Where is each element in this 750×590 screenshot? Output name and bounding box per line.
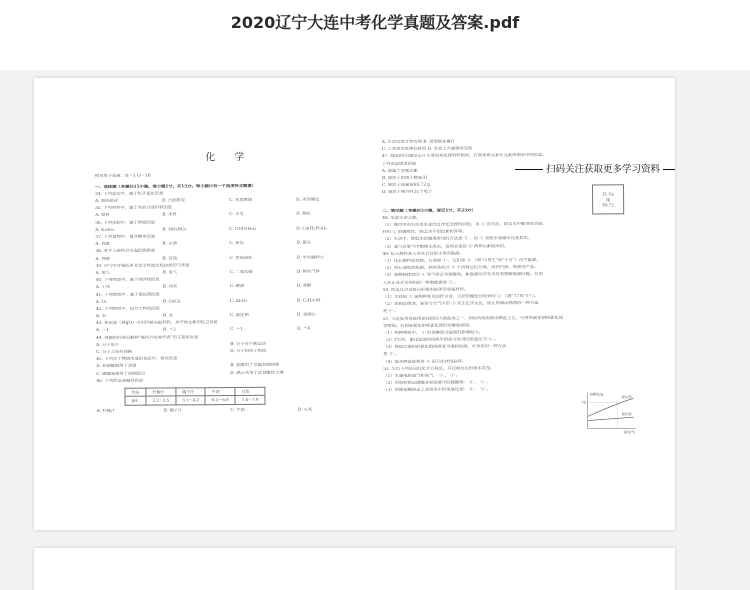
watermark-line-right (663, 169, 675, 170)
question-options (97, 407, 365, 416)
question-line: （4）海水晒盐是利用 ④ 的方法获得晶体。 (383, 358, 467, 365)
question-line: （2）铁制品锈蚀，是铁与空气中的 ③ 发生化学反应，防止铁制品锈蚀的一种方法 (382, 300, 539, 308)
graph-tick-70: 70 (581, 400, 586, 405)
option: C. 氯化钠 (229, 312, 249, 319)
option: D. 冰雪融化 (296, 197, 320, 203)
question-line: A. 生活垃圾分类处理 B. 禁放烟花爆竹 (381, 139, 455, 145)
element-number: 31 (602, 191, 608, 197)
option: B. 贫血 (162, 255, 177, 262)
table-cell: pH (125, 396, 146, 405)
question-line: 利用 ② 的吸附性，除去水中的色素和异味。 (382, 229, 467, 236)
option: C. 骨质疏松 (229, 255, 253, 261)
question-line: 51. 大连复州湾盐场是我国四大海盐场之一，利用传统的海水晒盐工艺，可得到氯化钠和氯化镁 (382, 315, 564, 322)
atomic-mass-note: 相对原子质量：H－1 O－16 (94, 173, 151, 179)
table-header-cell: 饮品 (125, 388, 146, 397)
question-stem: 46. 下列饮品显碱性的是 (96, 378, 144, 384)
option: A. 胆矾研碎 (95, 198, 119, 205)
option: A. 汞 (95, 313, 107, 320)
option: D. 稀有气体 (296, 269, 320, 275)
option: C. 木炭燃烧 (229, 197, 253, 204)
option: D. 分子由原子构成 (230, 348, 267, 355)
option: A. －1 (95, 328, 109, 334)
question-line: 50. 铁及其合金是目前使用最多的金属材料。 (382, 287, 469, 293)
element-symbol: Ga (608, 191, 615, 197)
question-stem: 38. 老年人缺钙会引起的疾病是 (95, 248, 156, 255)
option: B. 豆油 (162, 241, 177, 247)
watermark-line-left (515, 169, 543, 170)
option: D. C₂H₅OH (296, 298, 321, 304)
option: B. CaCl₂ (162, 299, 181, 305)
table-cell: 2.2～3.5 (146, 396, 176, 405)
table-header-cell: 豆浆 (235, 387, 265, 396)
option: D. 甲状腺肿大 (296, 254, 325, 261)
option: A. 干冰 (95, 285, 111, 291)
question-list (382, 138, 652, 395)
pdf-page-2 (34, 548, 675, 590)
table-cell: 6.3～6.6 (205, 396, 235, 405)
option: A. 佝偻 (95, 256, 110, 262)
option: B. ＋2 (162, 327, 176, 333)
option: C. 牛奶 (230, 407, 246, 413)
option: C. 羊毛 (229, 212, 244, 218)
pdf-page-1 (34, 78, 675, 530)
question-stem: 41. 下列物质中，属于氧化物的是 (95, 292, 160, 298)
question-stem: 44. 用微粒的观点解释"墙内开花墙外香"的主要原因是 (96, 334, 199, 341)
option: D. 馒头 (296, 240, 312, 246)
option: D. 豆浆 (297, 407, 313, 413)
option: B. 水 (162, 313, 174, 319)
solubility-curve-graph (579, 390, 639, 434)
watermark-text: 扫码关注获取更多学习资料 (546, 164, 661, 175)
element-name: 镓 (606, 196, 611, 202)
section-title: 一、选择题（本题共15小题，每小题1分，共15分。每小题只有一个选项符合题意） (94, 183, 257, 190)
option: C. 碘酒 (229, 284, 245, 290)
question-line: （1）城市中的生活用水是经过净化处理得到的，用 ① 的方法，除去水中难溶性杂质； (382, 221, 547, 229)
question-line: （3）煤燃烧排放的 ④ 等气体会导致酸雨，新能源的开发可有效缓解能源问题，目前 (382, 272, 543, 279)
option: D. 金刚石 (296, 312, 316, 318)
question-line: （2）将石油加热炼制，利用各成分 ③ 不同将它们分离，得到汽油、柴油等产品。 (382, 265, 539, 272)
option: B. 分子在不断运动 (230, 341, 267, 347)
option: D. 食醋 (296, 283, 312, 289)
question-line: 52. 写出下列反应的化学方程式，并注明反应的基本类型。 (383, 365, 495, 372)
right-column (381, 138, 652, 435)
left-column (95, 140, 365, 416)
element-mass: 69.72 (602, 202, 614, 208)
question-line: 下列说法错误的是 (381, 161, 417, 167)
option: D. ＋4 (296, 326, 311, 332)
option: A. 塑料 (95, 213, 110, 219)
option: C. 二氧化碳 (229, 269, 253, 275)
question-list (95, 190, 364, 386)
question-line: （1）两种物质中， ① 的溶解度受温度的影响较大。 (383, 330, 484, 336)
option: C. ＋1 (229, 327, 243, 333)
question-stem: 35. 下列材料中，属于有机合成材料的是 (95, 205, 173, 212)
question-stem: 39. 空气中含量较多且化学性质比较活泼的气体是 (95, 263, 190, 269)
document-header (0, 0, 750, 70)
option: A. 氧气 (95, 270, 111, 276)
option: B. 木材 (162, 212, 177, 218)
question-line: 49. 化石燃料是人类社会目前主要的能源。 (382, 251, 464, 257)
option: B. 氮气 (162, 270, 178, 276)
table-cell: 3.1～4.2 (176, 396, 206, 405)
question-line: 48. 水是生命之源。 (382, 215, 421, 221)
question-line: 是 ③ 。 (383, 352, 399, 358)
option: B. 河水 (162, 284, 178, 290)
question-line: （3）用稀盐酸除去工业废水中的氢氧化钠： ⑤ 、 ⑥ 。 (383, 387, 491, 394)
option: B. NH₄NO₃ (162, 227, 187, 233)
question-line: C. 工业废水处理后排放 D. 农业上大量施用农药 (381, 146, 473, 153)
question-stem: 45. 下列关于物质用途的说法中，错误的是 (96, 356, 178, 363)
question-line: B. 镓原子的质子数是31 (381, 175, 428, 181)
question-stem: 37. 下列食物中，富含糖类的是 (95, 234, 156, 240)
option: B. 盐酸用于金属表面除锈 (230, 363, 280, 369)
paper-subject: 化 学 (205, 151, 253, 164)
table-cell: 7.4～7.9 (235, 396, 265, 405)
option: A. 鸡蛋 (95, 242, 110, 248)
question-line: （1）水通电制氢气和氧气： ① 、 ② 。 (383, 373, 461, 379)
option: C. CO(NH₂)₂ (229, 226, 257, 232)
question-line: A. 镓属于金属元素 (381, 168, 418, 174)
question-line: （1）生铁和 ① 是两种常见的铁合金，生铁的硬度比纯铁的 ② （填"大"或"小"）。 (382, 293, 539, 300)
question-stem: 36. 下列化肥中，属于钾肥的是 (95, 220, 156, 226)
question-stem: 40. 下列物质中，属于纯净物的是 (95, 277, 160, 284)
question-line: 等物质。右图是氯化钠和氯化镁的溶解度曲线。 (382, 323, 474, 329)
graph-x-label: 温度/℃ (623, 430, 636, 435)
option: C. 碳酸氢钠用于焙制糕点 (96, 371, 146, 377)
option: D. 熟石灰用于改良酸性土壤 (230, 370, 284, 376)
question-line: （2）生活中，降低水的硬度常用的方法是 ③ ，用 ④ 检验水是硬水还是软水。 (382, 236, 533, 243)
ph-table (124, 387, 265, 406)
graph-y-label: 溶解度/g (589, 392, 603, 397)
element-card-gallium (592, 184, 624, 214)
option: B. 橘子汁 (163, 408, 183, 414)
curve-label-mgcl2: 氯化镁 (621, 395, 632, 400)
question-line: （1）化石燃料包括煤、石油和 ① ，它们是 ② （填"可再生"或"不可"）再生能源。 (382, 257, 541, 264)
option: D. 棉花 (296, 211, 311, 217)
option: C. 黄瓜 (229, 241, 244, 247)
option: A. 亚硝酸钠用于烹调 (96, 364, 137, 370)
option: C. 分子之间有间隔 (96, 349, 133, 355)
question-stem: 43. 氧化镁（MgO）可用作耐高温材料，其中镁元素的化合价是 (95, 320, 218, 327)
exam-paper-scan (94, 138, 661, 522)
option: B. 汽油挥发 (162, 198, 186, 204)
option: D. Ca(H₂PO₄)₂ (296, 226, 327, 232)
document-title: 2020辽宁大连中考化学真题及答案.pdf (230, 13, 520, 32)
option: A. 柠檬汁 (96, 408, 116, 414)
question-line: （2）用铁粉除去硫酸亚铁溶液中的硫酸铜： ③ 、 ④ 。 (383, 380, 491, 387)
question-line: 47. 我国的5G通信芯片主要由氮化镓材料制成。右图是镓元素在元素周期表中的信息。 (381, 153, 547, 160)
question-line: 二、填空题（本题共5小题，每空1分，共25分） (382, 207, 476, 214)
table-header-cell: 柠檬汁 (146, 388, 176, 397)
option: A. 分子很小 (96, 342, 120, 348)
question-stem: 34. 下列变化中，属于化学变化的是 (95, 191, 164, 197)
option: A. K₂SO₄ (95, 227, 115, 233)
question-line: 是 ④ 。 (382, 309, 399, 315)
question-line: 人类正在开发利用的一种新能源是 ⑤ 。 (382, 279, 459, 286)
table-header-cell: 橘子汁 (176, 388, 206, 397)
curve-label-nacl: 氯化钠 (621, 412, 632, 417)
table-header-cell: 牛奶 (205, 387, 235, 396)
question-line: D. 镓原子核外有31个电子 (382, 189, 433, 196)
question-line: C. 镓原子质量是69.72 g (381, 182, 431, 189)
question-line: （2）t℃时，氯化镁饱和溶液中溶质与溶剂的质量比为 ② 。 (383, 337, 499, 344)
question-stem: 42. 下列物质中，由分子构成的是 (95, 306, 160, 312)
watermark-banner (512, 161, 675, 175)
question-line: （3）将接近饱和的氯化钠溶液变为饱和溶液，可采用的一种方法 (383, 344, 507, 351)
question-line: （3）氢气在氧气中燃烧生成水，说明水是由 ⑤ 两种元素组成的。 (382, 243, 509, 250)
option: C. Al₂O₃ (229, 298, 248, 304)
option: A. O₂ (95, 299, 107, 305)
